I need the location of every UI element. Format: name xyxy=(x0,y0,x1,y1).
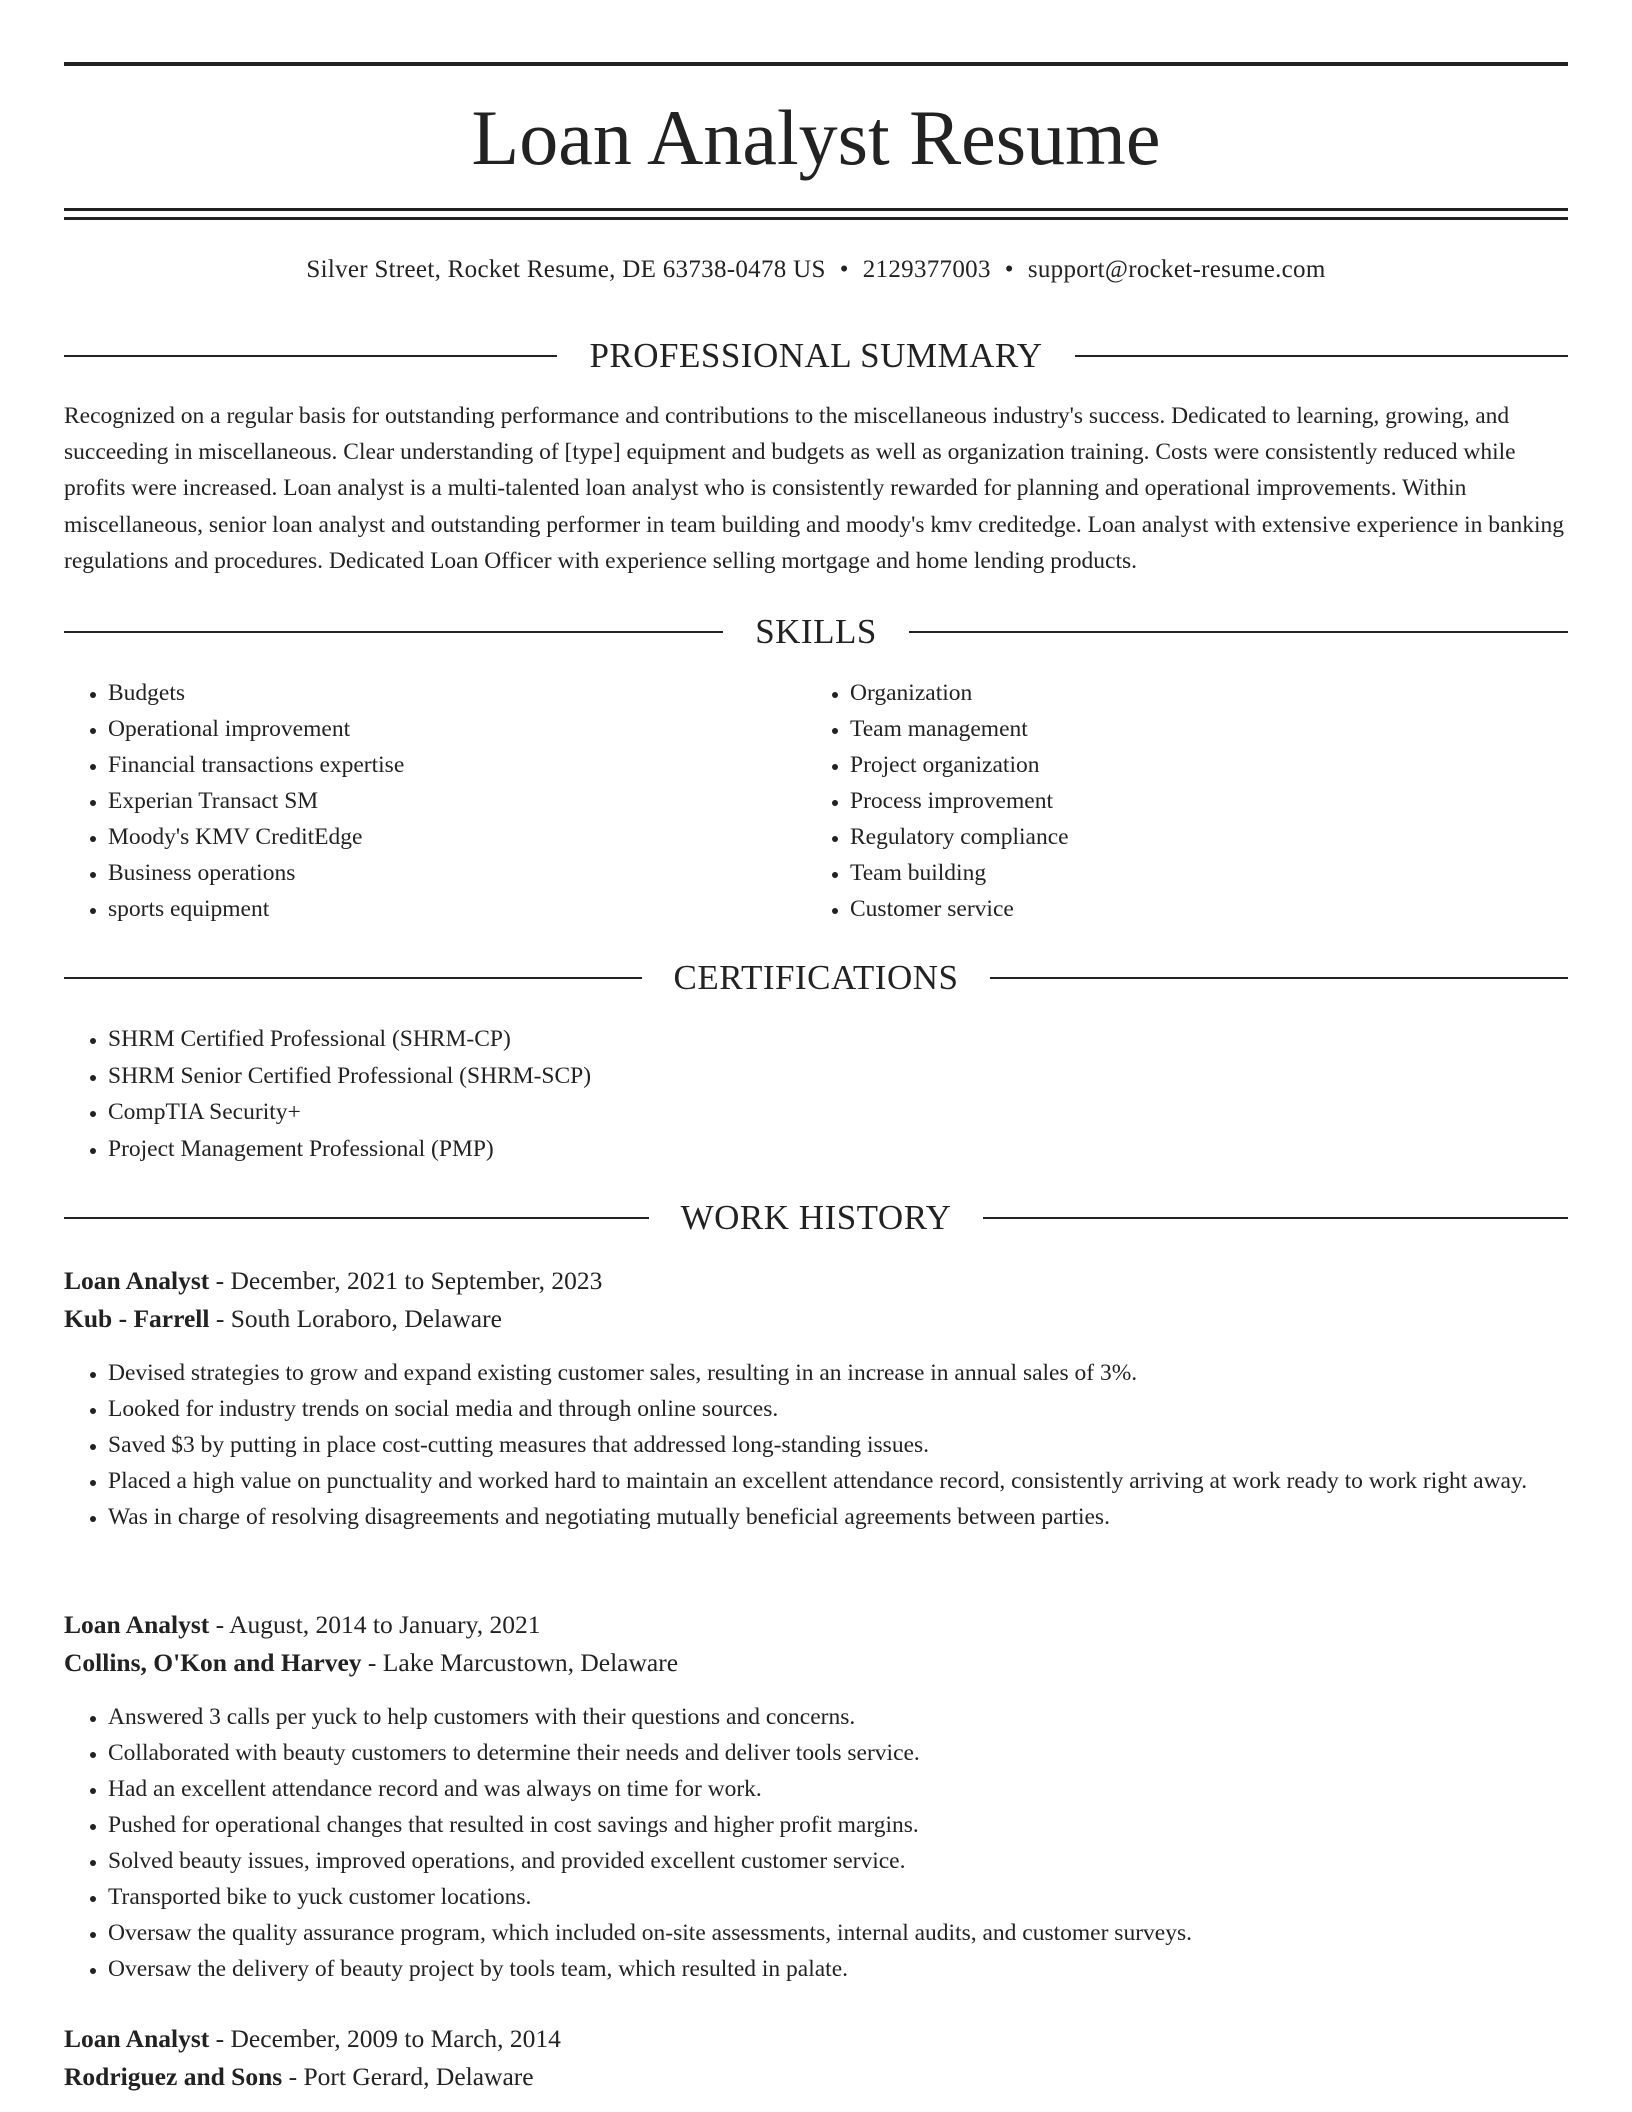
job-bullets xyxy=(64,1355,1568,1535)
skills-column-right xyxy=(806,675,1506,927)
skill-item: • Project organization xyxy=(850,747,1506,783)
job-bullet-list xyxy=(64,1355,1568,1535)
job-title-line xyxy=(64,1262,1568,1300)
skill-item: • Business operations xyxy=(108,855,764,891)
top-rule xyxy=(64,62,1568,66)
job-company-line xyxy=(64,2058,1568,2096)
job-bullet: • Saved $3 by putting in place cost-cutting measures that addressed long-standing issues. xyxy=(108,1427,1568,1463)
summary-paragraph: Recognized on a regular basis for outstanding performance and contributions to the miscellaneous industry's success. Dedicated to learning, growing, and succeeding in miscellaneous. Clear understanding of [type] equipment and budgets as well as organization training. Costs were consistently reduced while profits were increased. Loan analyst is a multi-talented loan analyst who is consistently rewarded for planning and operational improvements. Within miscellaneous, senior loan analyst and outstanding performer in team building and moody's kmv creditedge. Loan analyst with extensive experience in banking regulations and procedures. Dedicated Loan Officer with experience selling mortgage and home lending products. xyxy=(64,403,1564,574)
section-title: WORK HISTORY xyxy=(680,1198,952,1237)
section-title: CERTIFICATIONS xyxy=(673,958,959,997)
heading-rule xyxy=(990,977,1568,979)
job-bullet: • Looked for industry trends on social media and through online sources. xyxy=(108,1391,1568,1427)
skill-item: • Customer service xyxy=(850,891,1506,927)
certifications-block xyxy=(64,1021,1064,1168)
section-heading-skills xyxy=(64,612,1568,652)
skill-item: • Financial transactions expertise xyxy=(108,747,764,783)
job-title: Loan Analyst xyxy=(64,2024,210,2053)
dash: - xyxy=(367,1648,377,1677)
heading-rule xyxy=(64,355,557,357)
skill-item: • sports equipment xyxy=(108,891,764,927)
certification-item: • SHRM Certified Professional (SHRM-CP) xyxy=(108,1021,1064,1058)
skill-item: • Moody's KMV CreditEdge xyxy=(108,819,764,855)
heading-rule xyxy=(1075,355,1568,357)
contact-line xyxy=(64,252,1568,288)
skills-column-left xyxy=(64,675,764,927)
certification-item: • CompTIA Security+ xyxy=(108,1094,1064,1131)
job-bullet: • Pushed for operational changes that resulted in cost savings and higher profit margins. xyxy=(108,1807,1568,1843)
contact-address: Silver Street, Rocket Resume, DE 63738-0478 US xyxy=(306,256,826,283)
contact-phone: 2129377003 xyxy=(862,256,991,283)
job-location: Lake Marcustown, Delaware xyxy=(382,1648,679,1677)
job-bullet: • Devised strategies to grow and expand existing customer sales, resulting in an increase in annual sales of 3%. xyxy=(108,1355,1568,1391)
job-company-line xyxy=(64,1300,1568,1338)
job-company: Rodriguez and Sons xyxy=(64,2062,283,2091)
job-location: Port Gerard, Delaware xyxy=(303,2062,534,2091)
dash: - xyxy=(215,2024,225,2053)
dash: - xyxy=(215,1610,225,1639)
skill-item: • Process improvement xyxy=(850,783,1506,819)
job-bullet: • Collaborated with beauty customers to determine their needs and deliver tools service. xyxy=(108,1735,1568,1771)
dash: - xyxy=(215,1266,225,1295)
section-title: PROFESSIONAL SUMMARY xyxy=(589,336,1043,375)
title-double-rule xyxy=(64,208,1568,220)
skill-item: • Regulatory compliance xyxy=(850,819,1506,855)
heading-rule xyxy=(64,1217,649,1219)
job-dates: August, 2014 to January, 2021 xyxy=(229,1610,541,1639)
job-bullet-list xyxy=(64,1699,1568,1987)
job-company: Kub - Farrell xyxy=(64,1304,210,1333)
job-title-line xyxy=(64,1606,1568,1644)
section-heading-certifications xyxy=(64,958,1568,998)
certifications-list xyxy=(64,1021,1064,1168)
skill-item: • Operational improvement xyxy=(108,711,764,747)
job-bullet: • Transported bike to yuck customer locations. xyxy=(108,1879,1568,1915)
job-title-line xyxy=(64,2020,1568,2058)
heading-rule xyxy=(983,1217,1568,1219)
section-heading-work-history xyxy=(64,1198,1568,1238)
skill-item: • Team building xyxy=(850,855,1506,891)
certification-item: • Project Management Professional (PMP) xyxy=(108,1131,1064,1168)
job-bullet: • Answered 3 calls per yuck to help customers with their questions and concerns. xyxy=(108,1699,1568,1735)
skill-item: • Organization xyxy=(850,675,1506,711)
page-title: Loan Analyst Resume xyxy=(471,94,1161,181)
heading-rule xyxy=(64,977,642,979)
job-bullet: • Placed a high value on punctuality and worked hard to maintain an excellent attendance record, consistently arriving at work ready to work right away. xyxy=(108,1463,1568,1499)
dash: - xyxy=(215,1304,225,1333)
contact-email: support@rocket-resume.com xyxy=(1027,256,1326,283)
certification-item: • SHRM Senior Certified Professional (SHRM-SCP) xyxy=(108,1058,1064,1095)
job-title: Loan Analyst xyxy=(64,1266,210,1295)
job-title: Loan Analyst xyxy=(64,1610,210,1639)
heading-rule xyxy=(909,631,1568,633)
section-title: SKILLS xyxy=(755,612,877,651)
heading-rule xyxy=(64,631,723,633)
dash: - xyxy=(288,2062,298,2091)
skills-list xyxy=(806,675,1506,927)
skills-list xyxy=(64,675,764,927)
job-company: Collins, O'Kon and Harvey xyxy=(64,1648,362,1677)
job-location: South Loraboro, Delaware xyxy=(230,1304,502,1333)
job-bullet: • Oversaw the quality assurance program, which included on-site assessments, internal audits, and customer surveys. xyxy=(108,1915,1568,1951)
job-bullet: • Was in charge of resolving disagreements and negotiating mutually beneficial agreements between parties. xyxy=(108,1499,1568,1535)
job-bullet: • Had an excellent attendance record and was always on time for work. xyxy=(108,1771,1568,1807)
job-dates: December, 2021 to September, 2023 xyxy=(230,1266,603,1295)
contact-separator: • xyxy=(839,256,849,283)
skill-item: • Team management xyxy=(850,711,1506,747)
contact-separator: • xyxy=(1004,256,1014,283)
skill-item: • Experian Transact SM xyxy=(108,783,764,819)
job-company-line xyxy=(64,1644,1568,1682)
job-bullet: • Solved beauty issues, improved operations, and provided excellent customer service. xyxy=(108,1843,1568,1879)
job-bullet: • Oversaw the delivery of beauty project by tools team, which resulted in palate. xyxy=(108,1951,1568,1987)
job-bullets xyxy=(64,1699,1568,1987)
skill-item: • Budgets xyxy=(108,675,764,711)
section-heading-summary xyxy=(64,336,1568,376)
job-dates: December, 2009 to March, 2014 xyxy=(230,2024,561,2053)
